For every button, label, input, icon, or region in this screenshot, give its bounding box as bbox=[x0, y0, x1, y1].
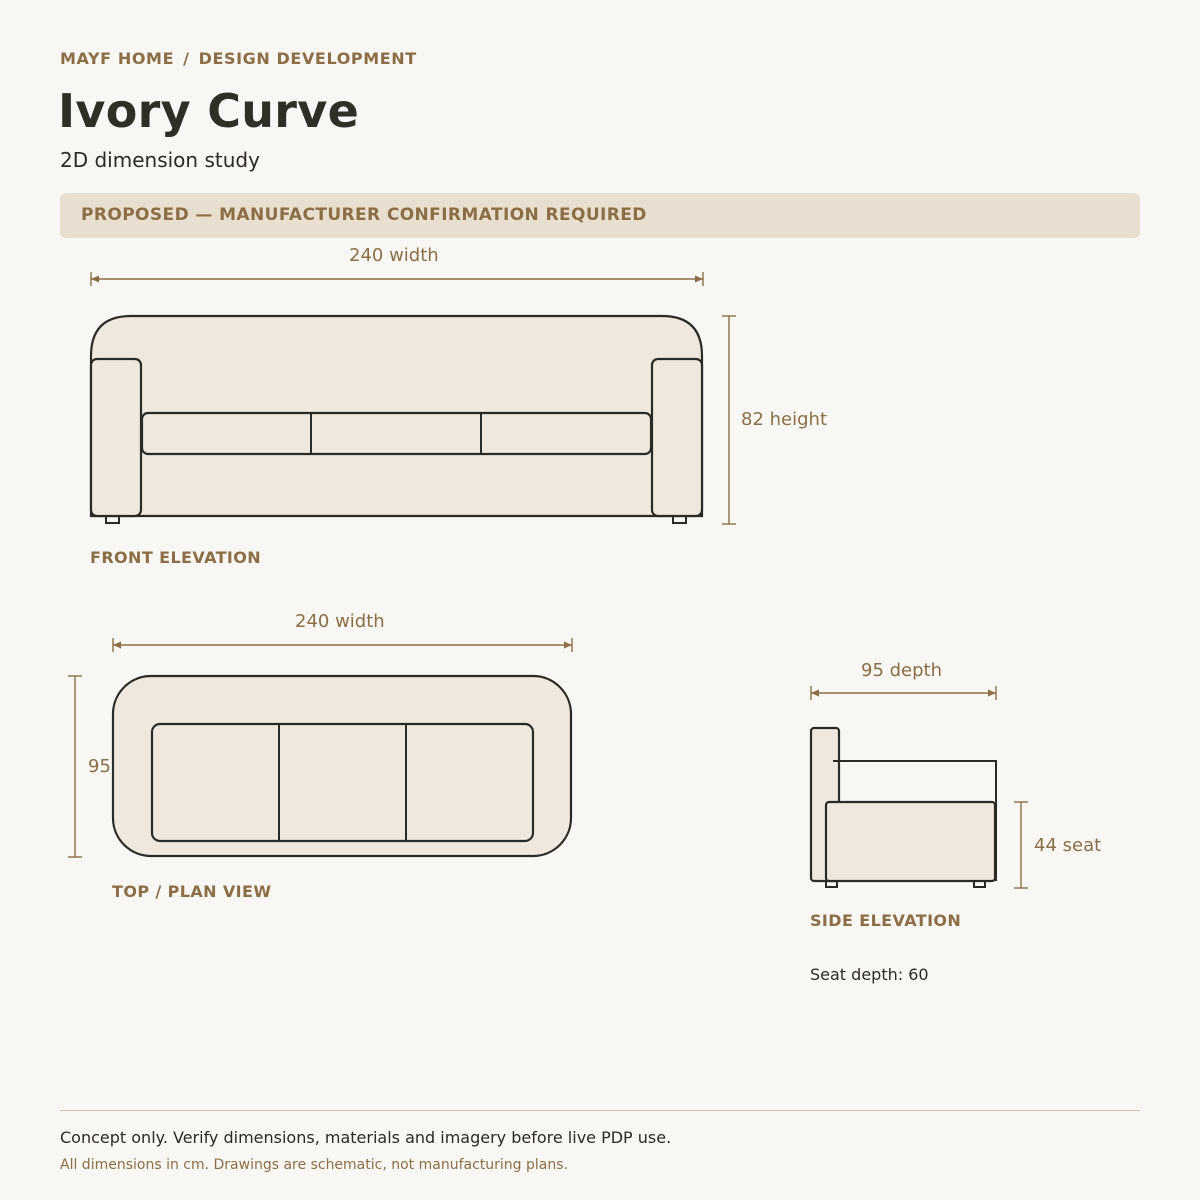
breadcrumb-brand: MAYF HOME bbox=[60, 49, 175, 68]
side-seat-cushion bbox=[826, 802, 995, 881]
page-title: Ivory Curve bbox=[58, 84, 360, 138]
breadcrumb-separator: / bbox=[183, 49, 190, 68]
page-subtitle: 2D dimension study bbox=[60, 148, 260, 172]
front-width-label: 240 width bbox=[349, 245, 439, 266]
footer-disclaimer: Concept only. Verify dimensions, materials and imagery before live PDP use. bbox=[60, 1128, 672, 1147]
front-seat-cushions bbox=[142, 413, 651, 454]
front-height-label: 82 height bbox=[741, 409, 828, 430]
plan-view-label: TOP / PLAN VIEW bbox=[112, 882, 272, 901]
plan-width-label: 240 width bbox=[295, 611, 385, 632]
side-seat-height-label: 44 seat bbox=[1034, 835, 1102, 856]
status-banner-text: PROPOSED — MANUFACTURER CONFIRMATION REQUIRED bbox=[81, 205, 647, 225]
front-elevation-label: FRONT ELEVATION bbox=[90, 548, 262, 567]
front-elevation-drawing bbox=[91, 272, 736, 524]
seat-depth-note: Seat depth: 60 bbox=[810, 965, 929, 984]
side-elevation-drawing bbox=[811, 686, 1028, 888]
breadcrumb-section: DESIGN DEVELOPMENT bbox=[198, 49, 417, 68]
side-depth-label: 95 depth bbox=[861, 660, 943, 681]
plan-depth-label: 95 bbox=[88, 756, 111, 777]
footer-units-note: All dimensions in cm. Drawings are schematic, not manufacturing plans. bbox=[60, 1157, 568, 1173]
footer-divider bbox=[60, 1110, 1140, 1111]
side-elevation-label: SIDE ELEVATION bbox=[810, 911, 962, 930]
side-back-foot bbox=[974, 881, 985, 887]
front-right-arm bbox=[652, 359, 702, 516]
front-left-arm bbox=[91, 359, 141, 516]
side-front-foot bbox=[826, 881, 837, 887]
plan-view-drawing bbox=[68, 638, 572, 857]
plan-seat-cushions bbox=[152, 724, 533, 841]
